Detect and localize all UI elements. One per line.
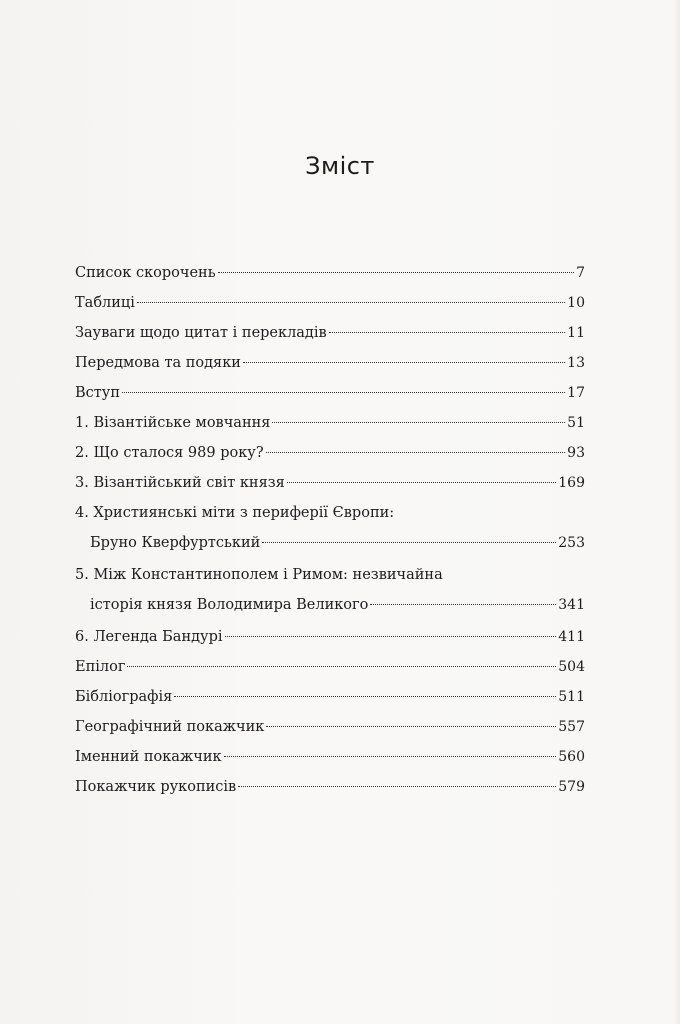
toc-entry-label: Іменний покажчик bbox=[75, 749, 222, 765]
dot-leader bbox=[238, 786, 556, 787]
dot-leader bbox=[266, 452, 566, 453]
toc-entry-label: 6. Легенда Бандурі bbox=[75, 629, 223, 645]
toc-entry-label: Бібліографія bbox=[75, 689, 173, 705]
toc-entry-page: 504 bbox=[558, 659, 585, 675]
toc-entry-label: Географічний покажчик bbox=[75, 719, 265, 735]
toc-entry-page: 169 bbox=[558, 475, 585, 491]
toc-entry-page: 17 bbox=[567, 385, 585, 401]
dot-leader bbox=[272, 422, 565, 423]
dot-leader bbox=[243, 362, 565, 363]
dot-leader bbox=[174, 696, 556, 697]
toc-entry-label: Епілог bbox=[75, 659, 126, 675]
toc-entry-notes-on-quotes[interactable] bbox=[75, 318, 585, 348]
dot-leader bbox=[329, 332, 566, 333]
dot-leader bbox=[225, 636, 557, 637]
dot-leader bbox=[122, 392, 565, 393]
toc-entry-label: Список скорочень bbox=[75, 265, 216, 281]
toc-entry-label-line2: Бруно Кверфуртський bbox=[90, 535, 261, 551]
toc-entry-page: 11 bbox=[567, 325, 585, 341]
dot-leader bbox=[218, 272, 574, 273]
toc-entry-chapter-4[interactable] bbox=[75, 498, 585, 560]
toc-entry-label-line1: 4. Християнські міти з периферії Європи: bbox=[75, 505, 395, 521]
dot-leader bbox=[224, 756, 557, 757]
toc-entry-geographic-index[interactable] bbox=[75, 712, 585, 742]
toc-entry-page: 7 bbox=[576, 265, 585, 281]
toc-entry-label: Передмова та подяки bbox=[75, 355, 241, 371]
toc-entry-introduction[interactable] bbox=[75, 378, 585, 408]
toc-entry-abbreviations[interactable] bbox=[75, 258, 585, 288]
toc-entry-label-line2: історія князя Володимира Великого bbox=[90, 597, 369, 613]
toc-entry-tables[interactable] bbox=[75, 288, 585, 318]
table-of-contents bbox=[75, 258, 585, 802]
toc-entry-page: 93 bbox=[567, 445, 585, 461]
toc-entry-label: 2. Що сталося 989 року? bbox=[75, 445, 264, 461]
toc-entry-preface[interactable] bbox=[75, 348, 585, 378]
toc-entry-page: 10 bbox=[567, 295, 585, 311]
toc-entry-label: Зауваги щодо цитат і перекладів bbox=[75, 325, 327, 341]
dot-leader bbox=[266, 726, 556, 727]
toc-entry-name-index[interactable] bbox=[75, 742, 585, 772]
toc-entry-page: 511 bbox=[558, 689, 585, 705]
toc-entry-page: 579 bbox=[558, 779, 585, 795]
dot-leader bbox=[287, 482, 556, 483]
toc-entry-epilogue[interactable] bbox=[75, 652, 585, 682]
toc-entry-label-line1: 5. Між Константинополем і Римом: незвичайна bbox=[75, 567, 443, 583]
toc-entry-chapter-1[interactable] bbox=[75, 408, 585, 438]
toc-entry-page: 557 bbox=[558, 719, 585, 735]
toc-entry-page: 560 bbox=[558, 749, 585, 765]
dot-leader bbox=[370, 604, 556, 605]
toc-entry-page: 13 bbox=[567, 355, 585, 371]
toc-entry-label: Таблиці bbox=[75, 295, 135, 311]
toc-entry-label: Покажчик рукописів bbox=[75, 779, 237, 795]
toc-entry-label: Вступ bbox=[75, 385, 120, 401]
toc-entry-page: 253 bbox=[558, 535, 585, 551]
toc-entry-label: 1. Візантійське мовчання bbox=[75, 415, 271, 431]
dot-leader bbox=[137, 302, 565, 303]
dot-leader bbox=[127, 666, 556, 667]
toc-entry-page: 411 bbox=[558, 629, 585, 645]
page-title: Зміст bbox=[305, 152, 375, 180]
toc-entry-manuscript-index[interactable] bbox=[75, 772, 585, 802]
toc-entry-label: 3. Візантійський світ князя bbox=[75, 475, 285, 491]
toc-entry-chapter-6[interactable] bbox=[75, 622, 585, 652]
toc-entry-page: 51 bbox=[567, 415, 585, 431]
toc-entry-chapter-3[interactable] bbox=[75, 468, 585, 498]
dot-leader bbox=[262, 542, 556, 543]
toc-entry-page: 341 bbox=[558, 597, 585, 613]
toc-entry-chapter-5[interactable] bbox=[75, 560, 585, 622]
toc-entry-chapter-2[interactable] bbox=[75, 438, 585, 468]
toc-entry-bibliography[interactable] bbox=[75, 682, 585, 712]
